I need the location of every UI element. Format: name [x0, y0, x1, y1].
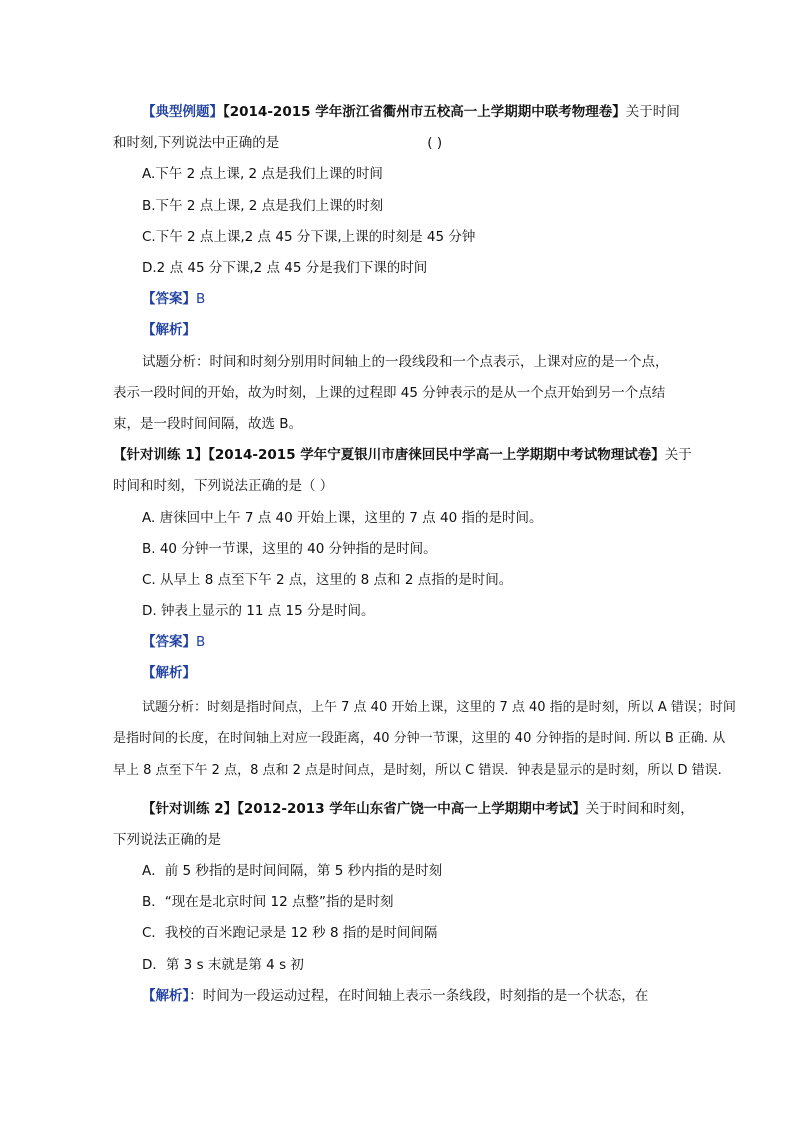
q3-header-line	[142, 799, 694, 819]
q1-stem-b: 和时刻,下列说法中正确的是	[113, 135, 280, 151]
q3-stem-b: 下列说法正确的是	[113, 832, 221, 848]
q2-analysis-label: 【解析】	[142, 665, 196, 681]
q1-option-b: B.下午 2 点上课, 2 点是我们上课的时刻	[142, 198, 384, 214]
q2-option-a: A. 唐徕回中上午 7 点 40 开始上课，这里的 7 点 40 指的是时间。	[142, 510, 543, 526]
q1-answer-line	[142, 289, 205, 309]
q2-stem-a: 关于	[664, 447, 692, 463]
q1-header-line	[142, 102, 680, 122]
q2-answer-label: 【答案】	[142, 634, 196, 650]
q2-stem-b: 时间和时刻，下列说法正确的是（ ）	[113, 478, 334, 494]
q3-option-a: A．前 5 秒指的是时间间隔，第 5 秒内指的是时刻	[142, 863, 443, 879]
q2-answer: B	[196, 634, 206, 650]
q1-option-d: D.2 点 45 分下课,2 点 45 分是我们下课的时间	[142, 260, 428, 276]
q3-analysis-label: 【解析】	[142, 988, 190, 1004]
q2-option-c: C. 从早上 8 点至下午 2 点，这里的 8 点和 2 点指的是时间。	[142, 572, 513, 588]
q3-option-d: D．第 3 s 末就是第 4 s 初	[142, 957, 304, 973]
q1-source: 【2014-2015 学年浙江省衢州市五校高一上学期期中联考物理卷】	[223, 104, 626, 120]
q2-source: 【针对训练 1】【2014-2015 学年宁夏银川市唐徕回民中学高一上学期期中考试物理试卷】	[113, 447, 665, 463]
q1-stem-a: 关于时间	[625, 104, 680, 120]
q1-tag: 【典型例题】	[142, 104, 223, 120]
q3-analysis-text: ：时间为一段运动过程，在时间轴上表示一条线段，时刻指的是一个状态，在	[189, 988, 649, 1004]
q1-option-c: C.下午 2 点上课,2 点 45 分下课,上课的时刻是 45 分钟	[142, 229, 476, 245]
q1-analysis-line-3: 束，是一段时间间隔，故选 B。	[113, 416, 303, 432]
q1-paren: ( )	[427, 135, 443, 151]
q2-analysis-line-3: 早上 8 点至下午 2 点，8 点和 2 点是时间点，是时刻，所以 C 错误．钟表是显示的是时刻，所以 D 错误.	[113, 763, 722, 778]
q1-analysis-line-2: 表示一段时间的开始，故为时刻，上课的过程即 45 分钟表示的是从一个点开始到另一个点结	[113, 385, 666, 401]
q2-analysis-line-2: 是指时间的长度，在时间轴上对应一段距离，40 分钟一节课，这里的 40 分钟指的是时间. 所以 B 正确. 从	[113, 731, 726, 746]
q1-analysis-label: 【解析】	[142, 322, 196, 338]
q1-option-a: A.下午 2 点上课, 2 点是我们上课的时间	[142, 166, 383, 182]
q2-option-d: D. 钟表上显示的 11 点 15 分是时间。	[142, 603, 375, 619]
q2-analysis-line-1: 试题分析：时刻是指时间点，上午 7 点 40 开始上课，这里的 7 点 40 指的是时刻，所以 A 错误；时间	[142, 700, 736, 715]
q3-option-b: B．“现在是北京时间 12 点整”指的是时刻	[142, 894, 394, 910]
q2-header-line	[113, 445, 692, 465]
q1-analysis-line-1: 试题分析：时间和时刻分别用时间轴上的一段线段和一个点表示，上课对应的是一个点，	[142, 354, 669, 370]
q1-stem-line	[113, 133, 442, 153]
q1-answer-label: 【答案】	[142, 291, 196, 307]
q2-option-b: B. 40 分钟一节课，这里的 40 分钟指的是时间。	[142, 541, 437, 557]
q3-stem-a: 关于时间和时刻，	[585, 801, 694, 817]
q3-analysis-line	[142, 986, 648, 1006]
q3-source: 【针对训练 2】【2012-2013 学年山东省广饶一中高一上学期期中考试】	[142, 801, 586, 817]
q1-answer: B	[196, 291, 206, 307]
q3-option-c: C．我校的百米跑记录是 12 秒 8 指的是时间间隔	[142, 925, 438, 941]
q2-answer-line	[142, 632, 205, 652]
